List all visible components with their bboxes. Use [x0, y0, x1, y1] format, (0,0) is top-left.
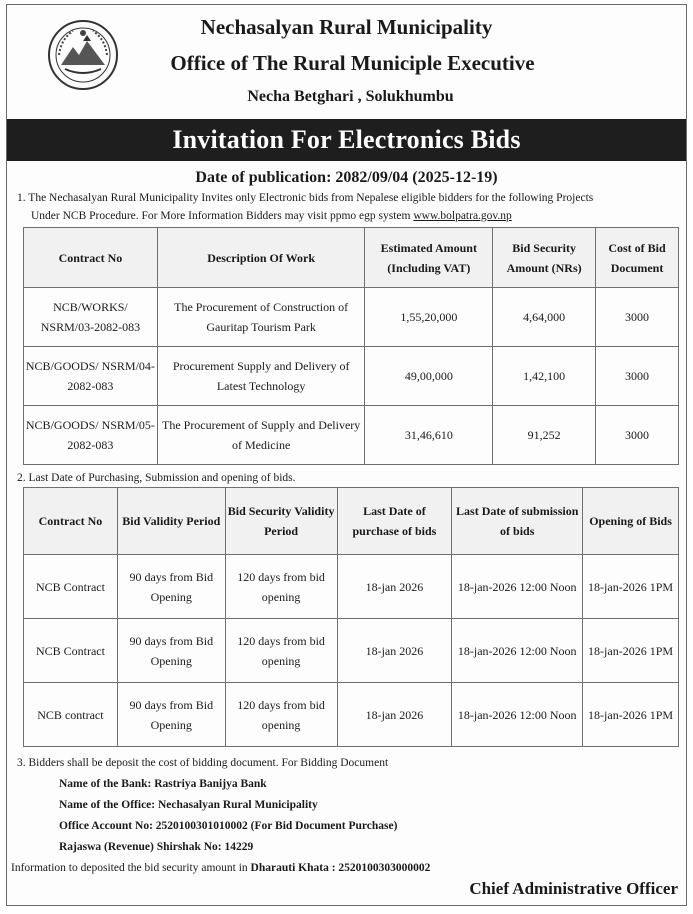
table-cell: 18-jan-2026 1PM [583, 555, 679, 619]
table-cell: NCB Contract [24, 555, 118, 619]
bolpatra-link[interactable]: www.bolpatra.gov.np [413, 210, 512, 222]
table-cell: NCB contract [24, 683, 118, 747]
notice-page [6, 4, 687, 906]
table-header: Last Date of purchase of bids [337, 488, 452, 555]
table-cell: NCB/GOODS/ NSRM/04-2082-083 [24, 347, 158, 406]
table-cell: 18-jan-2026 1PM [583, 683, 679, 747]
municipality-name: Nechasalyan Rural Municipality [200, 15, 493, 39]
table-header: Cost of Bid Document [596, 228, 679, 288]
table-cell: 18-jan 2026 [337, 555, 452, 619]
bank-details [7, 774, 686, 858]
dharauti-khata: Dharauti Khata : 2520100303000002 [250, 862, 431, 874]
table-row [24, 288, 679, 347]
table-cell: 18-jan-2026 12:00 Noon [452, 619, 583, 683]
table-row [24, 347, 679, 406]
table-cell: Procurement Supply and Delivery of Latest Technology [157, 347, 365, 406]
section-3-intro: 3. Bidders shall be deposit the cost of bidding document. For Bidding Document [17, 757, 389, 769]
table-cell: 3000 [596, 288, 679, 347]
bid-security-info [7, 858, 686, 879]
office-name: Office of The Rural Municiple Executive [170, 51, 535, 75]
table-row [24, 683, 679, 747]
table-cell: The Procurement of Supply and Delivery of Medicine [157, 406, 365, 465]
office-account-name: Name of the Office: Nechasalyan Rural Municipality [59, 799, 318, 811]
section-1-line-1: 1. The Nechasalyan Rural Municipality Invites only Electronic bids from Nepalese eligible bidders for the following Projects [17, 192, 594, 204]
table-header: Bid Security Amount (NRs) [493, 228, 596, 288]
table-cell: 3000 [596, 406, 679, 465]
bid-security-info-text: Information to deposited the bid security amount in [11, 862, 251, 874]
office-account-number: Office Account No: 2520100301010002 (For Bid Document Purchase) [59, 820, 398, 832]
bid-dates-table [23, 487, 679, 747]
table-header: Last Date of submission of bids [452, 488, 583, 555]
section-1-line-2: Under NCB Procedure. For More Information Bidders may visit ppmo egp system [31, 210, 414, 222]
table-cell: 120 days from bid opening [225, 555, 337, 619]
signoff: Chief Administrative Officer [469, 879, 678, 898]
table-cell: 1,42,100 [493, 347, 596, 406]
table-cell: 18-jan-2026 12:00 Noon [452, 555, 583, 619]
table-row [24, 619, 679, 683]
table-cell: NCB/GOODS/ NSRM/05-2082-083 [24, 406, 158, 465]
table-cell: 120 days from bid opening [225, 619, 337, 683]
table-cell: 1,55,20,000 [365, 288, 493, 347]
rajaswa-number: Rajaswa (Revenue) Shirshak No: 14229 [59, 841, 254, 853]
table-cell: 4,64,000 [493, 288, 596, 347]
table-cell: 18-jan-2026 1PM [583, 619, 679, 683]
table-cell: 18-jan 2026 [337, 619, 452, 683]
table-header: Contract No [24, 488, 118, 555]
table-header: Opening of Bids [583, 488, 679, 555]
table-cell: 120 days from bid opening [225, 683, 337, 747]
projects-table [23, 227, 679, 465]
table-cell: 49,00,000 [365, 347, 493, 406]
section-2-text: 2. Last Date of Purchasing, Submission and opening of bids. [17, 472, 296, 484]
notice-title-banner: Invitation For Electronics Bids [7, 119, 686, 161]
table-cell: 90 days from Bid Opening [117, 619, 225, 683]
table-cell: 18-jan-2026 12:00 Noon [452, 683, 583, 747]
table-cell: 31,46,610 [365, 406, 493, 465]
table-header: Bid Security Validity Period [225, 488, 337, 555]
section-1-text [7, 189, 686, 225]
table-header: Estimated Amount (Including VAT) [365, 228, 493, 288]
table-cell: NCB/WORKS/ NSRM/03-2082-083 [24, 288, 158, 347]
publication-date: Date of publication: 2082/09/04 (2025-12-19) [195, 169, 498, 186]
table-cell: The Procurement of Construction of Gauritap Tourism Park [157, 288, 365, 347]
office-address: Necha Betghari , Solukhumbu [247, 88, 454, 105]
table-header: Description Of Work [157, 228, 365, 288]
notice-header [7, 5, 686, 119]
table-header: Contract No [24, 228, 158, 288]
table-header: Bid Validity Period [117, 488, 225, 555]
table-row [24, 406, 679, 465]
table-row [24, 555, 679, 619]
table-cell: 90 days from Bid Opening [117, 555, 225, 619]
table-cell: NCB Contract [24, 619, 118, 683]
bank-name: Name of the Bank: Rastriya Banijya Bank [59, 778, 267, 790]
table-cell: 18-jan 2026 [337, 683, 452, 747]
table-cell: 3000 [596, 347, 679, 406]
table-cell: 90 days from Bid Opening [117, 683, 225, 747]
table-cell: 91,252 [493, 406, 596, 465]
